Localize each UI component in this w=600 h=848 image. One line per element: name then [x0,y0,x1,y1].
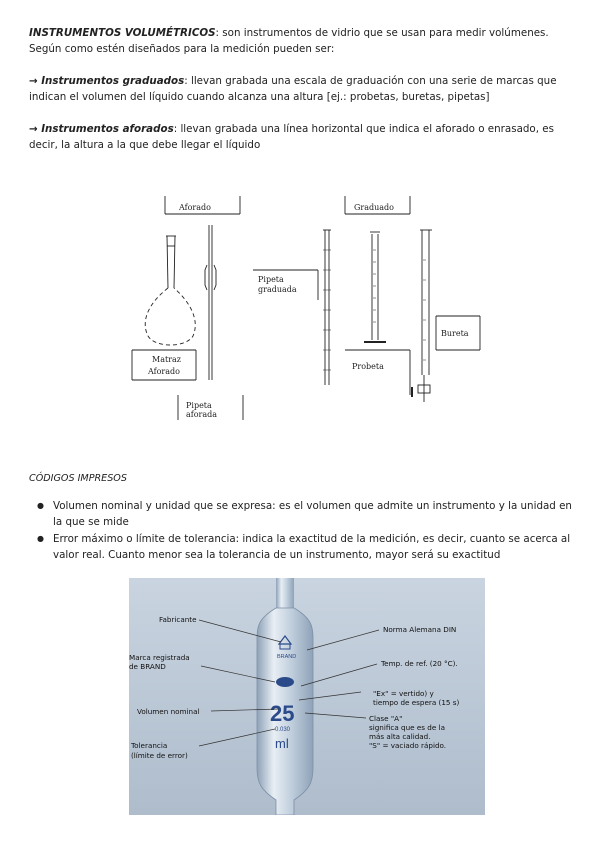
pipeta-graduada-label: Pipeta [258,275,284,284]
brand-text: BRAND [277,654,297,660]
fabricante-label: Fabricante [159,615,197,624]
nominal-volume-number: 25 [270,701,295,726]
intro-paragraph [29,25,574,57]
tolerancia-label-2: (límite de error) [131,751,188,760]
list-item: ● Error máximo o límite de tolerancia: indica la exactitud de la medición, es decir, cuanto se acerca al valor real. Cuanto menor sea la tolerancia de un instrumento, mayor será su exactitud [29,531,574,563]
volumen-label: Volumen nominal [137,707,200,716]
clase-label-4: "S" = vaciado rápido. [369,741,447,750]
pipette-icon [205,225,216,380]
matraz-label-2: Aforado [148,367,180,376]
unit-label: ml [275,736,289,751]
matraz-label: Matraz [152,355,181,364]
marca-label: Marca registrada [129,653,190,662]
graduated-cylinder-icon [364,232,386,342]
list-item: ● Volumen nominal y unidad que se expresa: es el volumen que admite un instrumento y la unidad en la que se mide [29,498,574,530]
din-label: Norma Alemana DIN [383,625,457,634]
graduados-paragraph [29,73,574,105]
arrow-icon: → [29,123,42,135]
pipeta-aforada-label: Pipeta [186,401,212,410]
aforados-text: : llevan grabada una línea horizontal que indica el aforado o enrasado, es decir, la altura a la que debe llegar el líquido [29,123,554,151]
graduados-text: : llevan grabada una escala de graduación con una serie de marcas que indican el volumen del líquido cuando alcanza una altura [ej.: probetas, buretas, pipetas] [29,75,557,103]
tolerancia-label: Tolerancia [131,741,168,750]
clase-label-3: más alta calidad. [369,732,431,741]
temp-label: Temp. de ref. (20 °C). [381,659,458,668]
intro-text: : son instrumentos de vidrio que se usan para medir volúmenes. Según como estén diseñados para la medición pueden ser: [29,27,549,55]
clase-label: Clase "A" [369,714,403,723]
bureta-label: Bureta [441,329,469,338]
codigos-list [29,498,574,564]
tolerance-number: 0.030 [275,727,291,733]
clase-label-2: significa que es de la [369,723,445,732]
intro-term: INSTRUMENTOS VOLUMÉTRICOS [29,27,216,39]
ex-label: "Ex" = vertido) y [373,689,434,698]
aforados-term: Instrumentos aforados [41,123,174,135]
aforado-title: Aforado [179,203,211,212]
flask-icon [145,236,195,345]
glassware-diagram [0,190,600,425]
probeta-label: Probeta [352,362,384,371]
graduated-pipette-icon [323,230,331,385]
arrow-icon: → [29,75,42,87]
ex-label-2: tiempo de espera (15 s) [373,698,460,707]
pipeta-aforada-label-2: aforada [186,410,218,419]
pipette-photo [129,578,485,815]
graduados-term: Instrumentos graduados [41,75,185,87]
codigos-heading: CÓDIGOS IMPRESOS [29,473,127,484]
marca-label-2: de BRAND [129,662,166,671]
pipeta-graduada-label-2: graduada [258,285,297,294]
burette-icon [412,230,432,402]
graduado-title: Graduado [354,203,394,212]
aforados-paragraph [29,121,574,153]
